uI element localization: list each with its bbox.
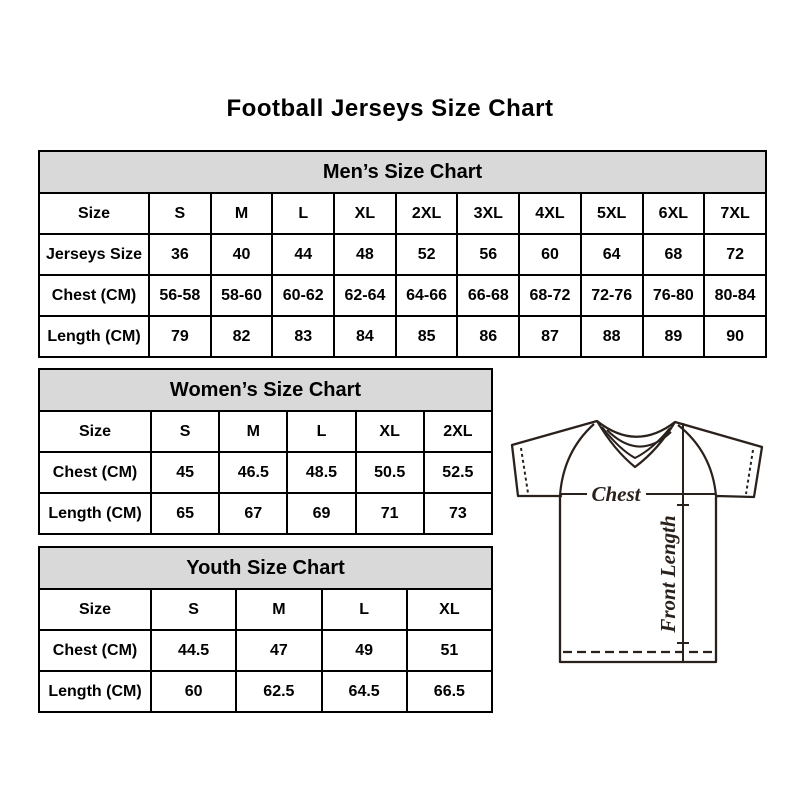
- value-cell: 72: [704, 234, 766, 275]
- value-cell: 4XL: [519, 193, 581, 234]
- value-cell: 68: [643, 234, 705, 275]
- value-cell: XL: [356, 411, 424, 452]
- value-cell: 65: [151, 493, 219, 534]
- value-cell: 3XL: [457, 193, 519, 234]
- value-cell: 68-72: [519, 275, 581, 316]
- value-cell: 47: [236, 630, 321, 671]
- row-header-cell: Size: [39, 411, 151, 452]
- value-cell: 83: [272, 316, 334, 357]
- mens-table-title: Men’s Size Chart: [39, 151, 766, 193]
- value-cell: 45: [151, 452, 219, 493]
- value-cell: XL: [334, 193, 396, 234]
- value-cell: 60: [151, 671, 236, 712]
- value-cell: 49: [322, 630, 407, 671]
- value-cell: 79: [149, 316, 211, 357]
- table-row: [39, 630, 492, 671]
- value-cell: 36: [149, 234, 211, 275]
- value-cell: 60: [519, 234, 581, 275]
- value-cell: 48: [334, 234, 396, 275]
- value-cell: 2XL: [424, 411, 492, 452]
- table-header-row: [39, 369, 492, 411]
- value-cell: 48.5: [287, 452, 355, 493]
- value-cell: S: [151, 589, 236, 630]
- value-cell: 5XL: [581, 193, 643, 234]
- value-cell: 87: [519, 316, 581, 357]
- jersey-measurement-diagram: [505, 400, 775, 690]
- table-header-row: [39, 547, 492, 589]
- table-row: [39, 234, 766, 275]
- value-cell: 40: [211, 234, 273, 275]
- value-cell: 69: [287, 493, 355, 534]
- row-header-cell: Length (CM): [39, 671, 151, 712]
- value-cell: 80-84: [704, 275, 766, 316]
- row-header-cell: Jerseys Size: [39, 234, 149, 275]
- table-row: [39, 452, 492, 493]
- value-cell: XL: [407, 589, 492, 630]
- value-cell: 66.5: [407, 671, 492, 712]
- value-cell: M: [211, 193, 273, 234]
- row-header-cell: Chest (CM): [39, 452, 151, 493]
- value-cell: 85: [396, 316, 458, 357]
- value-cell: 44.5: [151, 630, 236, 671]
- row-header-cell: Length (CM): [39, 493, 151, 534]
- value-cell: 64-66: [396, 275, 458, 316]
- table-row: [39, 316, 766, 357]
- value-cell: 6XL: [643, 193, 705, 234]
- value-cell: 89: [643, 316, 705, 357]
- value-cell: 72-76: [581, 275, 643, 316]
- row-header-cell: Size: [39, 193, 149, 234]
- value-cell: 64.5: [322, 671, 407, 712]
- value-cell: 71: [356, 493, 424, 534]
- value-cell: S: [149, 193, 211, 234]
- value-cell: 64: [581, 234, 643, 275]
- youth-size-table: [38, 546, 493, 713]
- front-length-label: Front Length: [656, 515, 680, 633]
- value-cell: 58-60: [211, 275, 273, 316]
- mens-size-table: [38, 150, 767, 358]
- youth-table-title: Youth Size Chart: [39, 547, 492, 589]
- chest-label: Chest: [591, 482, 641, 506]
- value-cell: 73: [424, 493, 492, 534]
- value-cell: 52: [396, 234, 458, 275]
- value-cell: 50.5: [356, 452, 424, 493]
- value-cell: 60-62: [272, 275, 334, 316]
- value-cell: 46.5: [219, 452, 287, 493]
- value-cell: 44: [272, 234, 334, 275]
- value-cell: S: [151, 411, 219, 452]
- value-cell: 56: [457, 234, 519, 275]
- row-header-cell: Chest (CM): [39, 630, 151, 671]
- value-cell: 7XL: [704, 193, 766, 234]
- row-header-cell: Chest (CM): [39, 275, 149, 316]
- value-cell: 88: [581, 316, 643, 357]
- value-cell: 76-80: [643, 275, 705, 316]
- value-cell: M: [236, 589, 321, 630]
- table-row: [39, 671, 492, 712]
- table-row: [39, 275, 766, 316]
- value-cell: 56-58: [149, 275, 211, 316]
- value-cell: L: [272, 193, 334, 234]
- row-header-cell: Length (CM): [39, 316, 149, 357]
- value-cell: L: [287, 411, 355, 452]
- value-cell: 2XL: [396, 193, 458, 234]
- value-cell: M: [219, 411, 287, 452]
- value-cell: 66-68: [457, 275, 519, 316]
- table-row: [39, 193, 766, 234]
- value-cell: 86: [457, 316, 519, 357]
- table-header-row: [39, 151, 766, 193]
- page-title: Football Jerseys Size Chart: [226, 95, 554, 122]
- womens-table-title: Women’s Size Chart: [39, 369, 492, 411]
- value-cell: 51: [407, 630, 492, 671]
- value-cell: 62-64: [334, 275, 396, 316]
- table-row: [39, 493, 492, 534]
- table-row: [39, 411, 492, 452]
- womens-size-table: [38, 368, 493, 535]
- value-cell: 82: [211, 316, 273, 357]
- value-cell: L: [322, 589, 407, 630]
- value-cell: 52.5: [424, 452, 492, 493]
- row-header-cell: Size: [39, 589, 151, 630]
- value-cell: 90: [704, 316, 766, 357]
- value-cell: 84: [334, 316, 396, 357]
- value-cell: 62.5: [236, 671, 321, 712]
- table-row: [39, 589, 492, 630]
- value-cell: 67: [219, 493, 287, 534]
